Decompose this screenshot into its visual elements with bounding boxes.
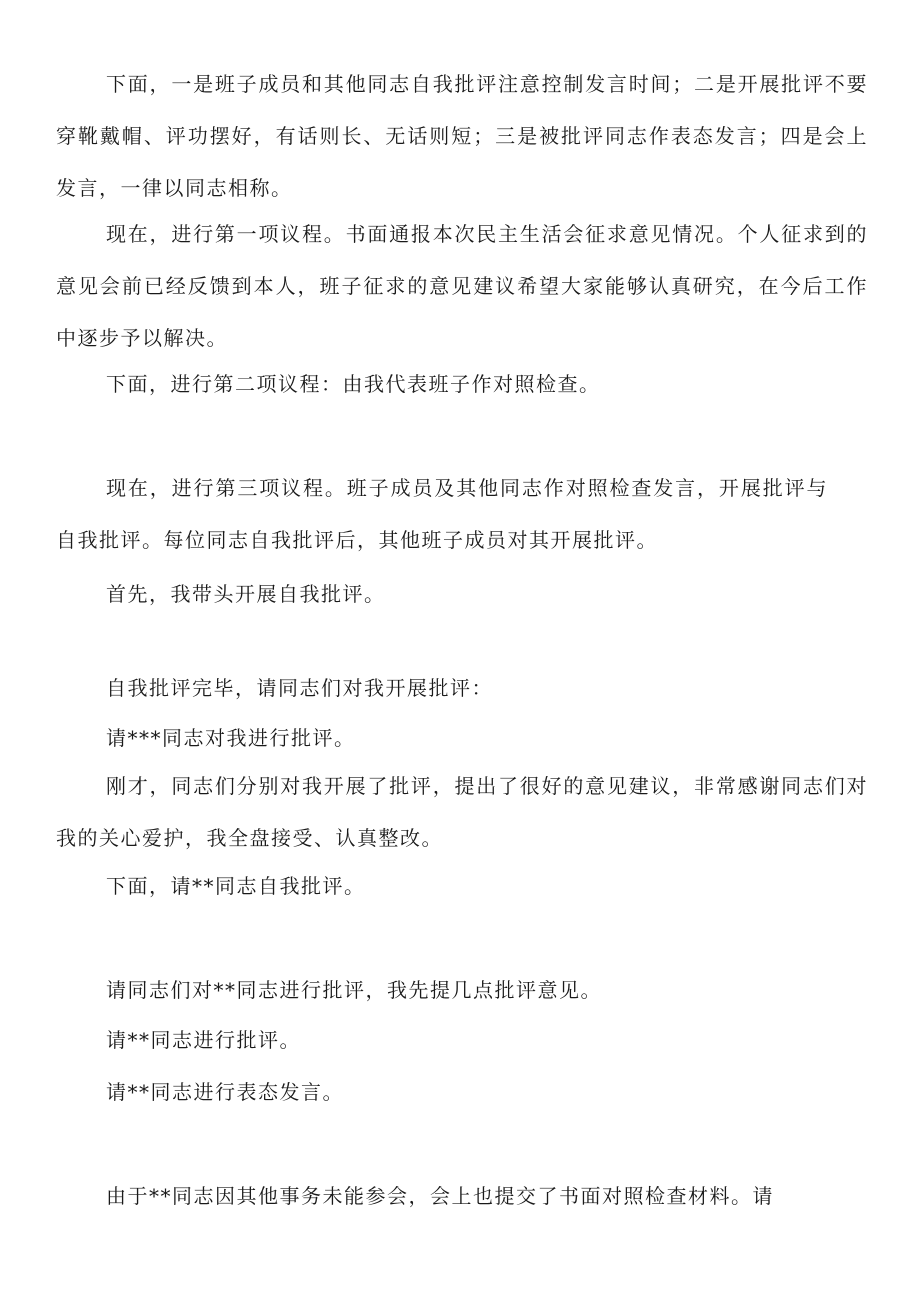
- paragraph-agenda-item-1: 现在，进行第一项议程。书面通报本次民主生活会征求意见情况。个人征求到的意见会前已经反馈到本人，班子征求的意见建议希望大家能够认真研究，在今后工作中逐步予以解决。: [56, 222, 868, 350]
- paragraph-request-criticism: 请***同志对我进行批评。: [106, 726, 356, 750]
- paragraph-criticism-rules: 下面，一是班子成员和其他同志自我批评注意控制发言时间；二是开展批评不要穿靴戴帽、评功摆好，有话则长、无话则短；三是被批评同志作表态发言；四是会上发言，一律以同志相称。: [56, 72, 868, 200]
- paragraph-absent-colleague: 由于**同志因其他事务未能参会，会上也提交了书面对照检查材料。请: [106, 1184, 774, 1208]
- paragraph-criticize-colleague: 请同志们对**同志进行批评，我先提几点批评意见。: [106, 978, 602, 1002]
- paragraph-agenda-item-3: 现在，进行第三项议程。班子成员及其他同志作对照检查发言，开展批评与自我批评。每位同志自我批评后，其他班子成员对其开展批评。: [56, 476, 828, 552]
- paragraph-colleague-criticism: 请**同志进行批评。: [106, 1028, 301, 1052]
- paragraph-next-self-criticism: 下面，请**同志自我批评。: [106, 874, 366, 898]
- paragraph-statement: 请**同志进行表态发言。: [106, 1080, 344, 1104]
- paragraph-self-criticism-done: 自我批评完毕，请同志们对我开展批评：: [106, 676, 493, 700]
- paragraph-agenda-item-2: 下面，进行第二项议程：由我代表班子作对照检查。: [106, 372, 601, 396]
- paragraph-thanks: 刚才，同志们分别对我开展了批评，提出了很好的意见建议，非常感谢同志们对我的关心爱护，我全盘接受、认真整改。: [56, 774, 868, 850]
- paragraph-self-criticism-lead: 首先，我带头开展自我批评。: [106, 582, 386, 606]
